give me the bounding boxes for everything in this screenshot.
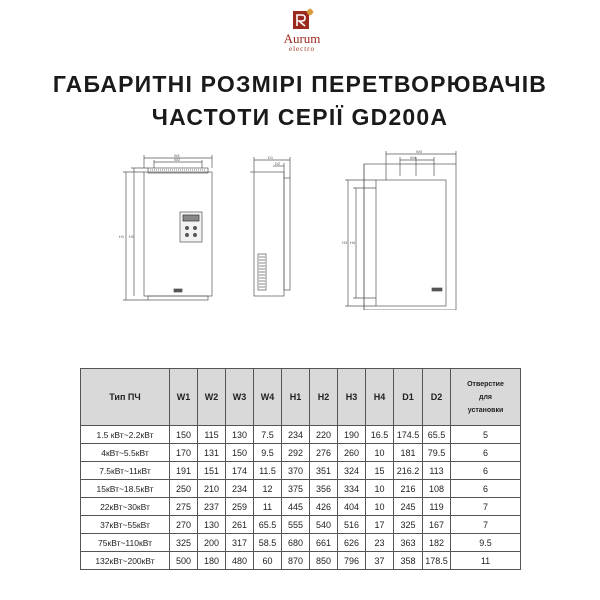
table-row [81, 480, 521, 498]
dimension-cell: 60 [254, 552, 282, 570]
header-line: установки [467, 406, 504, 414]
side-view-body [254, 172, 284, 296]
label-h1: H1 [119, 234, 125, 239]
dimension-cell: 325 [170, 534, 198, 552]
dimension-cell: 131 [198, 444, 226, 462]
dimension-cell: 15 [366, 462, 394, 480]
drive-type-cell: 22кВт~30кВт [81, 498, 170, 516]
dimension-cell: 180 [198, 552, 226, 570]
dimension-cell: 796 [338, 552, 366, 570]
drive-type-cell: 37кВт~55кВт [81, 516, 170, 534]
dimension-cell: 334 [338, 480, 366, 498]
dimension-cell: 404 [338, 498, 366, 516]
dimension-cell: 9.5 [254, 444, 282, 462]
dimension-cell: 270 [170, 516, 198, 534]
dimension-cell: 275 [170, 498, 198, 516]
header-cell-mounting-hole [451, 369, 521, 426]
drive-type-cell: 75кВт~110кВт [81, 534, 170, 552]
dimension-cell: 170 [170, 444, 198, 462]
dimension-cell: 850 [310, 552, 338, 570]
mounting-cutout [376, 180, 446, 306]
header-cell: H3 [338, 369, 366, 426]
dimension-cell: 37 [366, 552, 394, 570]
dimension-cell: 113 [423, 462, 451, 480]
label-w2: W2 [174, 157, 180, 162]
dimension-cell: 190 [338, 426, 366, 444]
dimension-cell: 234 [226, 480, 254, 498]
header-cell: H1 [282, 369, 310, 426]
dimension-cell: 119 [423, 498, 451, 516]
dimension-cell: 210 [198, 480, 226, 498]
header-cell: Тип ПЧ [81, 369, 170, 426]
dimension-cell: 65.5 [423, 426, 451, 444]
table-row [81, 462, 521, 480]
dimension-cell: 358 [394, 552, 423, 570]
dimension-cell: 10 [366, 444, 394, 462]
drive-type-cell: 1.5 кВт~2.2кВт [81, 426, 170, 444]
dimension-cell: 200 [198, 534, 226, 552]
dimension-cell: 317 [226, 534, 254, 552]
label-w1: W1 [174, 153, 180, 158]
dimension-cell: 356 [310, 480, 338, 498]
logo-sub-text: electro [288, 45, 316, 53]
dimension-cell: 151 [198, 462, 226, 480]
dimension-cell: 626 [338, 534, 366, 552]
logo-brand-text: Aurum [283, 31, 321, 46]
dimension-cell: 7.5 [254, 426, 282, 444]
label-h3: H3 [342, 240, 348, 245]
dimension-cell: 150 [170, 426, 198, 444]
dimension-cell: 216 [394, 480, 423, 498]
table-row [81, 534, 521, 552]
dimension-cell: 292 [282, 444, 310, 462]
dimension-cell: 555 [282, 516, 310, 534]
dimension-cell: 58.5 [254, 534, 282, 552]
table-body [81, 426, 521, 570]
dimension-cell: 7 [451, 516, 521, 534]
dimension-cell: 870 [282, 552, 310, 570]
dimension-cell: 220 [310, 426, 338, 444]
dimension-cell: 363 [394, 534, 423, 552]
dimension-cell: 7 [451, 498, 521, 516]
dimension-cell: 261 [226, 516, 254, 534]
dimension-cell: 10 [366, 498, 394, 516]
header-cell: D2 [423, 369, 451, 426]
dimension-cell: 516 [338, 516, 366, 534]
dimension-cell: 150 [226, 444, 254, 462]
dimension-cell: 375 [282, 480, 310, 498]
keypad-display [183, 215, 199, 221]
dimension-cell: 370 [282, 462, 310, 480]
dimension-cell: 191 [170, 462, 198, 480]
drive-type-cell: 132кВт~200кВт [81, 552, 170, 570]
dimension-cell: 130 [198, 516, 226, 534]
table-row [81, 426, 521, 444]
dimensions-table [80, 368, 521, 570]
dimension-cell: 17 [366, 516, 394, 534]
dimension-cell: 6 [451, 462, 521, 480]
dimension-cell: 174.5 [394, 426, 423, 444]
logo-emblem-icon [289, 8, 315, 32]
dimension-cell: 661 [310, 534, 338, 552]
header-line: для [479, 393, 492, 401]
dimension-cell: 182 [423, 534, 451, 552]
header-cell: D1 [394, 369, 423, 426]
table-row [81, 516, 521, 534]
dimension-cell: 115 [198, 426, 226, 444]
dimension-cell: 216.2 [394, 462, 423, 480]
dimension-cell: 181 [394, 444, 423, 462]
label-d1: D1 [268, 155, 274, 160]
dimension-cell: 480 [226, 552, 254, 570]
dimension-cell: 6 [451, 444, 521, 462]
table-row [81, 444, 521, 462]
dimension-cell: 237 [198, 498, 226, 516]
label-d2: D2 [275, 161, 281, 166]
company-logo [262, 8, 342, 60]
drive-type-cell: 7.5кВт~11кВт [81, 462, 170, 480]
dimension-cell: 178.5 [423, 552, 451, 570]
dimension-cell: 174 [226, 462, 254, 480]
header-cell: W2 [198, 369, 226, 426]
dimension-cell: 65.5 [254, 516, 282, 534]
dimension-cell: 500 [170, 552, 198, 570]
dimension-cell: 276 [310, 444, 338, 462]
dimension-cell: 260 [338, 444, 366, 462]
dimension-cell: 11 [451, 552, 521, 570]
dimension-cell: 11 [254, 498, 282, 516]
dimension-cell: 540 [310, 516, 338, 534]
dimension-cell: 11.5 [254, 462, 282, 480]
dimension-cell: 79.5 [423, 444, 451, 462]
dimension-cell: 445 [282, 498, 310, 516]
label-w3: W3 [416, 149, 422, 154]
page-title-line-1: ГАБАРИТНІ РОЗМІРІ ПЕРЕТВОРЮВАЧІВ [52, 71, 548, 97]
dimension-cell: 10 [366, 480, 394, 498]
drive-type-cell: 15кВт~18.5кВт [81, 480, 170, 498]
dimension-cell: 130 [226, 426, 254, 444]
label-h2: H2 [129, 234, 135, 239]
dimension-cell: 680 [282, 534, 310, 552]
header-cell: W3 [226, 369, 254, 426]
dimension-cell: 16.5 [366, 426, 394, 444]
header-cell: W1 [170, 369, 198, 426]
dimension-cell: 250 [170, 480, 198, 498]
dimension-cell: 426 [310, 498, 338, 516]
dimension-cell: 167 [423, 516, 451, 534]
dimension-cell: 234 [282, 426, 310, 444]
dimension-cell: 325 [394, 516, 423, 534]
side-view-flange [284, 178, 290, 290]
dimension-cell: 259 [226, 498, 254, 516]
dimension-cell: 324 [338, 462, 366, 480]
table-row [81, 552, 521, 570]
dimension-cell: 23 [366, 534, 394, 552]
drive-type-cell: 4кВт~5.5кВт [81, 444, 170, 462]
dimension-cell: 12 [254, 480, 282, 498]
header-cell: H4 [366, 369, 394, 426]
label-w4: W4 [410, 155, 416, 160]
dimension-cell: 9.5 [451, 534, 521, 552]
dimension-cell: 245 [394, 498, 423, 516]
header-line: Отверстие [467, 380, 504, 388]
dimension-cell: 6 [451, 480, 521, 498]
page-title-line-2: ЧАСТОТИ СЕРІЇ GD200A [151, 104, 449, 130]
table-row [81, 498, 521, 516]
dimension-drawing [110, 148, 490, 310]
dimension-cell: 351 [310, 462, 338, 480]
label-h4: H4 [350, 240, 356, 245]
table-header-row [81, 369, 521, 426]
dimension-cell: 5 [451, 426, 521, 444]
header-cell: H2 [310, 369, 338, 426]
dimension-cell: 108 [423, 480, 451, 498]
front-view-bottom-plate [148, 296, 208, 300]
header-cell: W4 [254, 369, 282, 426]
